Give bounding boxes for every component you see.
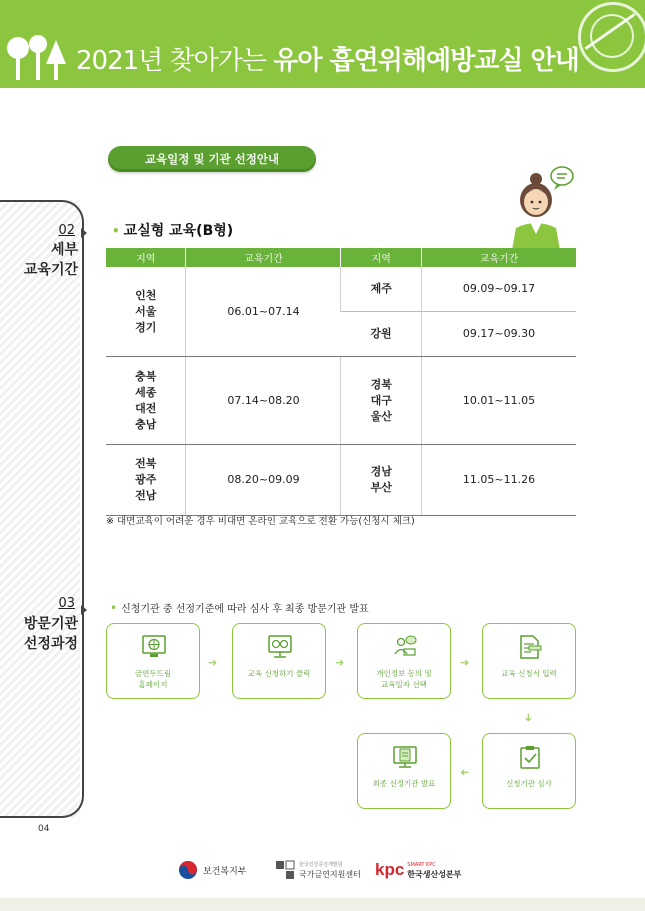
period-cell: 09.09~09.17 (421, 267, 576, 312)
monitor-check-icon (267, 634, 293, 660)
center-mark-icon (275, 860, 295, 880)
table-row (106, 357, 576, 445)
column-header: 지역 (341, 248, 421, 267)
region-cell: 강원 (341, 312, 421, 357)
step-label: 금연두드림 홈페이지 (134, 669, 172, 689)
process-step-review (482, 733, 576, 809)
section-title: 방문기관 선정과정 (23, 616, 78, 652)
step-label: 개인정보 동의 및 교육일자 선택 (376, 669, 432, 689)
monitor-document-icon (392, 744, 418, 770)
arrow-left-icon: ➜ (460, 766, 470, 779)
globe-monitor-icon (141, 634, 167, 660)
process-step-consent (357, 623, 451, 699)
period-cell: 06.01~07.14 (186, 267, 341, 357)
arrow-right-icon: ➜ (208, 656, 218, 669)
footer-band (0, 898, 645, 911)
region-cell: 경남 부산 (341, 445, 421, 516)
step-label: 최종 선정기관 발표 (372, 779, 436, 788)
logo-tobacco-center: 한국건강증진개발원 국가금연지원센터 (275, 860, 361, 880)
clipboard-check-icon (517, 744, 543, 770)
process-step-homepage (106, 623, 200, 699)
period-cell: 09.17~09.30 (421, 312, 576, 357)
region-cell: 충북 세종 대전 충남 (106, 357, 186, 445)
sidebar-border (0, 200, 84, 818)
page-number: 04 (38, 824, 50, 834)
period-cell: 08.20~09.09 (186, 445, 341, 516)
schedule-table (106, 248, 576, 516)
process-step-form (482, 623, 576, 699)
region-cell: 인천 서울 경기 (106, 267, 186, 357)
table-row (106, 445, 576, 516)
table-row (106, 267, 576, 312)
region-cell: 전북 광주 전남 (106, 445, 186, 516)
region-cell: 제주 (341, 267, 421, 312)
page-title: 2021년 찾아가는 유아 흡연위해예방교실 안내 (76, 46, 579, 76)
taegeuk-icon (178, 860, 198, 880)
step-label: 교육 신청하기 클릭 (247, 669, 311, 678)
teacher-avatar-icon (508, 160, 576, 250)
column-header: 지역 (106, 248, 186, 267)
page-header (0, 0, 645, 88)
schedule-note: ※ 대면교육이 어려운 경우 비대면 온라인 교육으로 전환 가능(신청시 체크) (106, 516, 415, 527)
period-cell: 07.14~08.20 (186, 357, 341, 445)
section-marker (81, 605, 87, 615)
kpc-mark: kpc (375, 860, 405, 879)
section-pill: 교육일정 및 기관 선정안내 (108, 146, 316, 172)
table-header-row (106, 248, 576, 267)
section-number: 03 (58, 596, 75, 611)
process-step-apply (232, 623, 326, 699)
section-marker (81, 228, 87, 238)
process-intro: • 신청기관 중 선정기준에 따라 심사 후 최종 방문기관 발표 (110, 601, 369, 615)
logo-ministry: 보건복지부 (178, 860, 246, 880)
schedule-title: • 교실형 교육(B형) (112, 223, 234, 239)
person-laptop-icon (392, 634, 418, 660)
arrow-right-icon: ➜ (335, 656, 345, 669)
step-label: 신청기관 심사 (506, 779, 552, 788)
tree-icon (4, 30, 74, 82)
region-cell: 경북 대구 울산 (341, 357, 421, 445)
period-cell: 10.01~11.05 (421, 357, 576, 445)
logo-kpc: kpc SMART KPC 한국생산성본부 (375, 860, 462, 879)
process-step-announcement (357, 733, 451, 809)
column-header: 교육기간 (186, 248, 341, 267)
step-label: 교육 신청서 입력 (501, 669, 557, 678)
arrow-right-icon: ➜ (460, 656, 470, 669)
period-cell: 11.05~11.26 (421, 445, 576, 516)
section-title: 세부 교육기간 (23, 242, 78, 278)
section-number: 02 (58, 223, 75, 238)
document-pen-icon (517, 634, 543, 660)
arrow-down-icon: ➜ (522, 712, 536, 723)
column-header: 교육기간 (421, 248, 576, 267)
